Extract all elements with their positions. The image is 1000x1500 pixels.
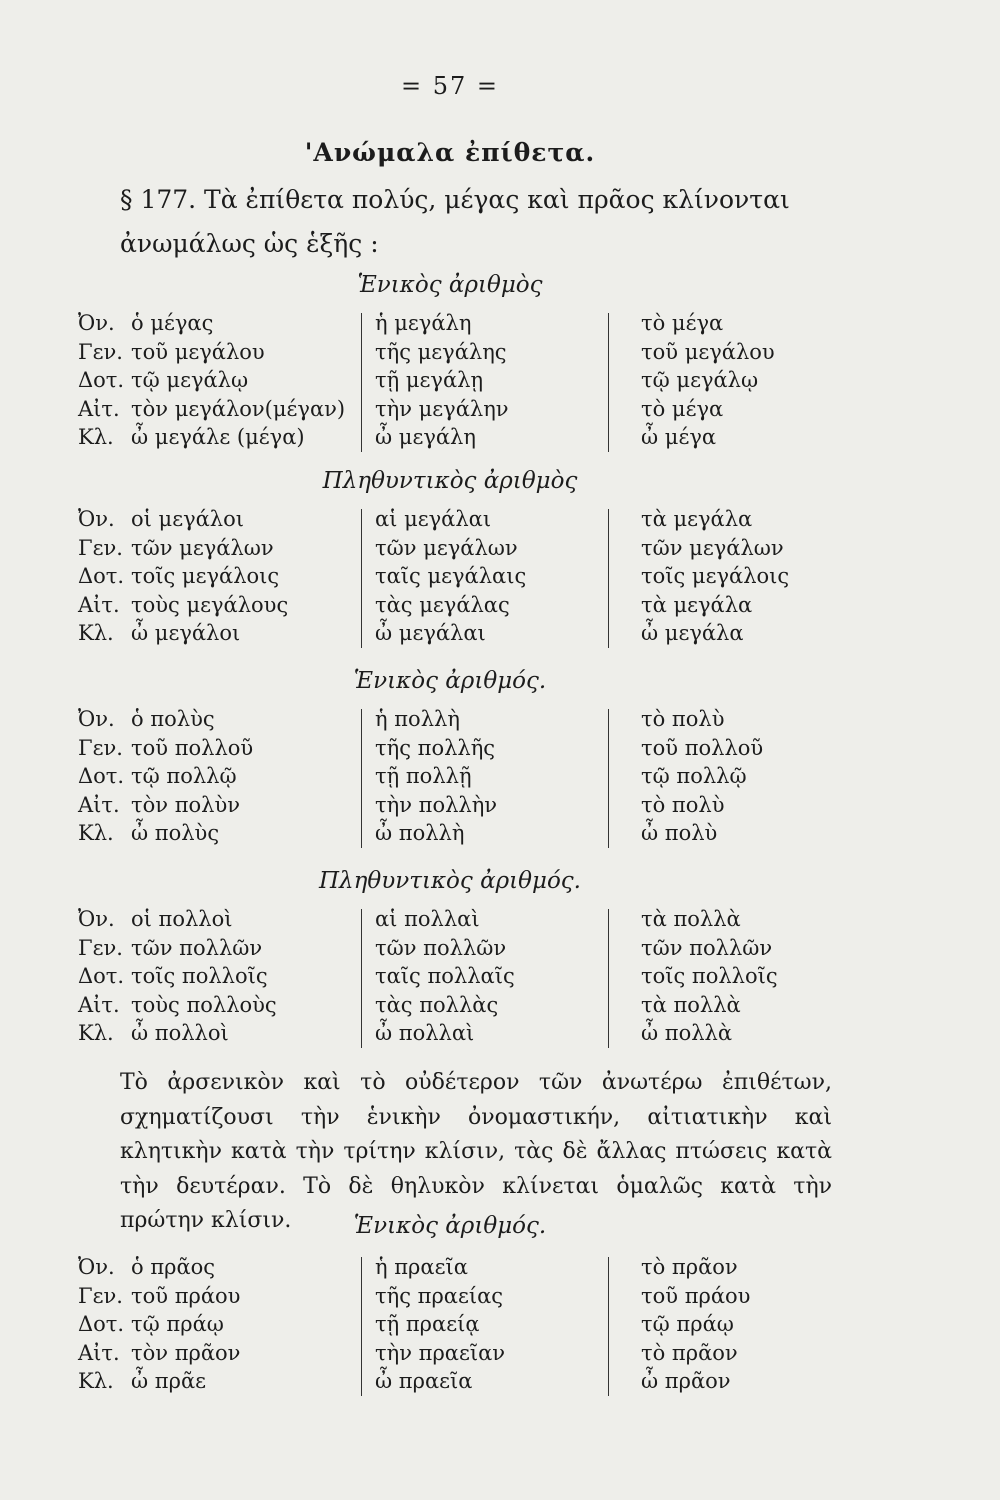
- neuter-form: τὸ μέγα: [641, 311, 724, 335]
- masculine-form: τοὺς μεγάλους: [131, 592, 289, 617]
- feminine-form: τὴν πραεῖαν: [375, 1340, 506, 1365]
- feminine-form: τὰς πολλὰς: [375, 992, 499, 1017]
- neuter-form: τοῦ πολλοῦ: [641, 735, 764, 760]
- masculine-form: τῶν μεγάλων: [131, 535, 274, 560]
- declension-row: [78, 507, 838, 536]
- masculine-form: τοῦ μεγάλου: [131, 339, 265, 364]
- neuter-form: τὰ πολλὰ: [641, 992, 741, 1017]
- explanation-text: Τὸ ἀρσενικὸν καὶ τὸ οὐδέτερον τῶν ἀνωτέρω ἐπιθέτων, σχηματίζουσι τὴν ἑνικὴν ὀνομαστικήν, αἰτιατικὴν καὶ κλητικὴν κατὰ τὴν τρίτην κλίσιν, τὰς δὲ ἄλλας πτώσεις κατὰ τὴν δευτέραν. Τὸ δὲ θηλυκὸν κλίνεται ὁμαλῶς κατὰ τὴν πρώτην κλίσιν.: [120, 1070, 832, 1233]
- neuter-form: τοῖς μεγάλοις: [641, 564, 790, 589]
- feminine-form: τὴν μεγάλην: [375, 396, 509, 421]
- feminine-form: ταῖς πολλαῖς: [375, 964, 515, 989]
- neuter-form: τοῦ μεγάλου: [641, 339, 775, 364]
- declension-row: [78, 993, 838, 1022]
- declension-table: [78, 311, 838, 454]
- masculine-form: ὦ μεγάλε (μέγα): [131, 425, 305, 450]
- case-label: Κλ.: [78, 1369, 114, 1394]
- feminine-form: τῆς πολλῆς: [375, 735, 496, 760]
- declension-row: [78, 1341, 838, 1370]
- case-label: Δοτ.: [78, 964, 125, 989]
- column-divider: [608, 909, 609, 1048]
- declension-row: [78, 793, 838, 822]
- declension-heading: Ἑνικὸς ἀριθμὸς: [357, 272, 543, 298]
- neuter-form: τὰ μεγάλα: [641, 592, 753, 617]
- declension-row: [78, 1284, 838, 1313]
- case-label: Γεν.: [78, 935, 123, 960]
- declension-table: [78, 1255, 838, 1398]
- neuter-form: τὸ μέγα: [641, 396, 724, 421]
- declension-heading: Πληθυντικὸς ἀριθμός.: [319, 868, 581, 894]
- feminine-form: ἡ πολλὴ: [375, 707, 460, 731]
- declension-row: [78, 707, 838, 736]
- column-divider: [608, 709, 609, 848]
- case-label: Κλ.: [78, 821, 114, 846]
- masculine-form: τοὺς πολλοὺς: [131, 992, 277, 1017]
- declension-row: [78, 1312, 838, 1341]
- declension-heading: Ἑνικὸς ἀριθμός.: [353, 1213, 547, 1239]
- column-divider: [608, 509, 609, 648]
- feminine-form: αἱ πολλαὶ: [375, 907, 480, 931]
- feminine-form: ὦ πραεῖα: [375, 1369, 473, 1394]
- feminine-form: ὦ μεγάλη: [375, 425, 476, 450]
- masculine-form: οἱ πολλοὶ: [131, 907, 233, 931]
- case-label: Κλ.: [78, 1021, 114, 1046]
- neuter-form: ὦ μεγάλα: [641, 621, 744, 646]
- case-label: Δοτ.: [78, 1312, 125, 1337]
- neuter-form: τῷ μεγάλῳ: [641, 368, 759, 393]
- feminine-form: τῶν μεγάλων: [375, 535, 518, 560]
- declension-row: [78, 425, 838, 454]
- declension-row: [78, 593, 838, 622]
- column-divider: [361, 1257, 362, 1396]
- declension-table: [78, 507, 838, 650]
- declension-row: [78, 564, 838, 593]
- case-label: Δοτ.: [78, 764, 125, 789]
- case-label: Κλ.: [78, 425, 114, 450]
- masculine-form: τὸν πολὺν: [131, 792, 240, 817]
- feminine-form: αἱ μεγάλαι: [375, 507, 492, 531]
- declension-row: [78, 821, 838, 850]
- neuter-form: τῶν μεγάλων: [641, 535, 784, 560]
- declension-row: [78, 964, 838, 993]
- masculine-form: τῷ πολλῷ: [131, 764, 237, 789]
- case-label: Γεν.: [78, 339, 123, 364]
- feminine-form: ὦ πολλὴ: [375, 821, 465, 846]
- masculine-form: ὦ πρᾶε: [131, 1369, 207, 1394]
- column-divider: [361, 313, 362, 452]
- feminine-form: τῇ πραείᾳ: [375, 1312, 480, 1337]
- declension-row: [78, 536, 838, 565]
- column-divider: [361, 709, 362, 848]
- case-label: Ὀν.: [78, 311, 115, 335]
- feminine-form: τὰς μεγάλας: [375, 592, 510, 617]
- case-label: Γεν.: [78, 535, 123, 560]
- feminine-form: τῇ πολλῇ: [375, 764, 472, 789]
- neuter-form: τοῖς πολλοῖς: [641, 964, 778, 989]
- explanation-paragraph: [82, 1066, 832, 1239]
- declension-row: [78, 736, 838, 765]
- case-label: Αἰτ.: [78, 396, 120, 421]
- masculine-form: ὁ πολὺς: [131, 707, 215, 731]
- declension-row: [78, 936, 838, 965]
- case-label: Αἰτ.: [78, 1340, 120, 1365]
- neuter-form: τῶν πολλῶν: [641, 935, 773, 960]
- neuter-form: τῷ πράῳ: [641, 1312, 734, 1337]
- case-label: Γεν.: [78, 735, 123, 760]
- column-divider: [608, 313, 609, 452]
- column-divider: [608, 1257, 609, 1396]
- masculine-form: τὸν πρᾶον: [131, 1340, 241, 1365]
- case-label: Κλ.: [78, 621, 114, 646]
- feminine-form: τῆς πραείας: [375, 1283, 504, 1308]
- feminine-form: ἡ μεγάλη: [375, 311, 472, 335]
- case-label: Αἰτ.: [78, 592, 120, 617]
- masculine-form: τοῖς πολλοῖς: [131, 964, 268, 989]
- case-label: Αἰτ.: [78, 992, 120, 1017]
- declension-row: [78, 1021, 838, 1050]
- case-label: Ὀν.: [78, 1255, 115, 1279]
- feminine-form: τὴν πολλὴν: [375, 792, 498, 817]
- masculine-form: οἱ μεγάλοι: [131, 507, 244, 531]
- declension-row: [78, 311, 838, 340]
- declension-row: [78, 764, 838, 793]
- neuter-form: τὸ πρᾶον: [641, 1255, 738, 1279]
- declension-row: [78, 368, 838, 397]
- case-label: Δοτ.: [78, 564, 125, 589]
- case-label: Δοτ.: [78, 368, 125, 393]
- column-divider: [361, 509, 362, 648]
- case-label: Ὀν.: [78, 907, 115, 931]
- neuter-form: τῷ πολλῷ: [641, 764, 747, 789]
- feminine-form: τῶν πολλῶν: [375, 935, 507, 960]
- masculine-form: ὦ πολλοὶ: [131, 1021, 229, 1046]
- neuter-form: ὦ πρᾶον: [641, 1369, 731, 1394]
- feminine-form: τῇ μεγάλῃ: [375, 368, 484, 393]
- neuter-form: τοῦ πράου: [641, 1283, 751, 1308]
- masculine-form: ὦ μεγάλοι: [131, 621, 241, 646]
- declension-heading: Ἑνικὸς ἀριθμός.: [353, 668, 547, 694]
- masculine-form: τοῦ πράου: [131, 1283, 241, 1308]
- declension-row: [78, 907, 838, 936]
- intro-paragraph: [82, 178, 842, 266]
- neuter-form: τὰ μεγάλα: [641, 507, 753, 531]
- column-divider: [361, 909, 362, 1048]
- neuter-form: ὦ μέγα: [641, 425, 717, 450]
- page-number: = 57 =: [400, 72, 499, 100]
- case-label: Ὀν.: [78, 707, 115, 731]
- feminine-form: ὦ πολλαὶ: [375, 1021, 475, 1046]
- masculine-form: τῷ πράῳ: [131, 1312, 224, 1337]
- neuter-form: τὰ πολλὰ: [641, 907, 741, 931]
- feminine-form: τῆς μεγάλης: [375, 339, 507, 364]
- declension-table: [78, 907, 838, 1050]
- masculine-form: τῷ μεγάλῳ: [131, 368, 249, 393]
- masculine-form: τῶν πολλῶν: [131, 935, 263, 960]
- masculine-form: ὦ πολὺς: [131, 821, 220, 846]
- feminine-form: ὦ μεγάλαι: [375, 621, 486, 646]
- declension-table: [78, 707, 838, 850]
- intro-text: § 177. Τὰ ἐπίθετα πολύς, μέγας καὶ πρᾶος κλίνονται ἀνωμάλως ὡς ἑξῆς :: [120, 185, 790, 258]
- neuter-form: ὦ πολὺ: [641, 821, 718, 846]
- neuter-form: τὸ πρᾶον: [641, 1340, 738, 1365]
- masculine-form: ὁ μέγας: [131, 311, 214, 335]
- neuter-form: τὸ πολὺ: [641, 707, 725, 731]
- case-label: Γεν.: [78, 1283, 123, 1308]
- case-label: Ὀν.: [78, 507, 115, 531]
- masculine-form: τὸν μεγάλον(μέγαν): [131, 396, 346, 421]
- declension-row: [78, 1369, 838, 1398]
- declension-heading: Πληθυντικὸς ἀριθμὸς: [322, 468, 578, 494]
- masculine-form: τοῖς μεγάλοις: [131, 564, 280, 589]
- declension-row: [78, 621, 838, 650]
- neuter-form: ὦ πολλὰ: [641, 1021, 733, 1046]
- feminine-form: ἡ πραεῖα: [375, 1255, 468, 1279]
- neuter-form: τὸ πολὺ: [641, 792, 725, 817]
- declension-row: [78, 340, 838, 369]
- declension-row: [78, 1255, 838, 1284]
- masculine-form: ὁ πρᾶος: [131, 1255, 216, 1279]
- case-label: Αἰτ.: [78, 792, 120, 817]
- declension-row: [78, 397, 838, 426]
- masculine-form: τοῦ πολλοῦ: [131, 735, 254, 760]
- section-title: 'Ανώμαλα ἐπίθετα.: [304, 138, 596, 167]
- feminine-form: ταῖς μεγάλαις: [375, 564, 527, 589]
